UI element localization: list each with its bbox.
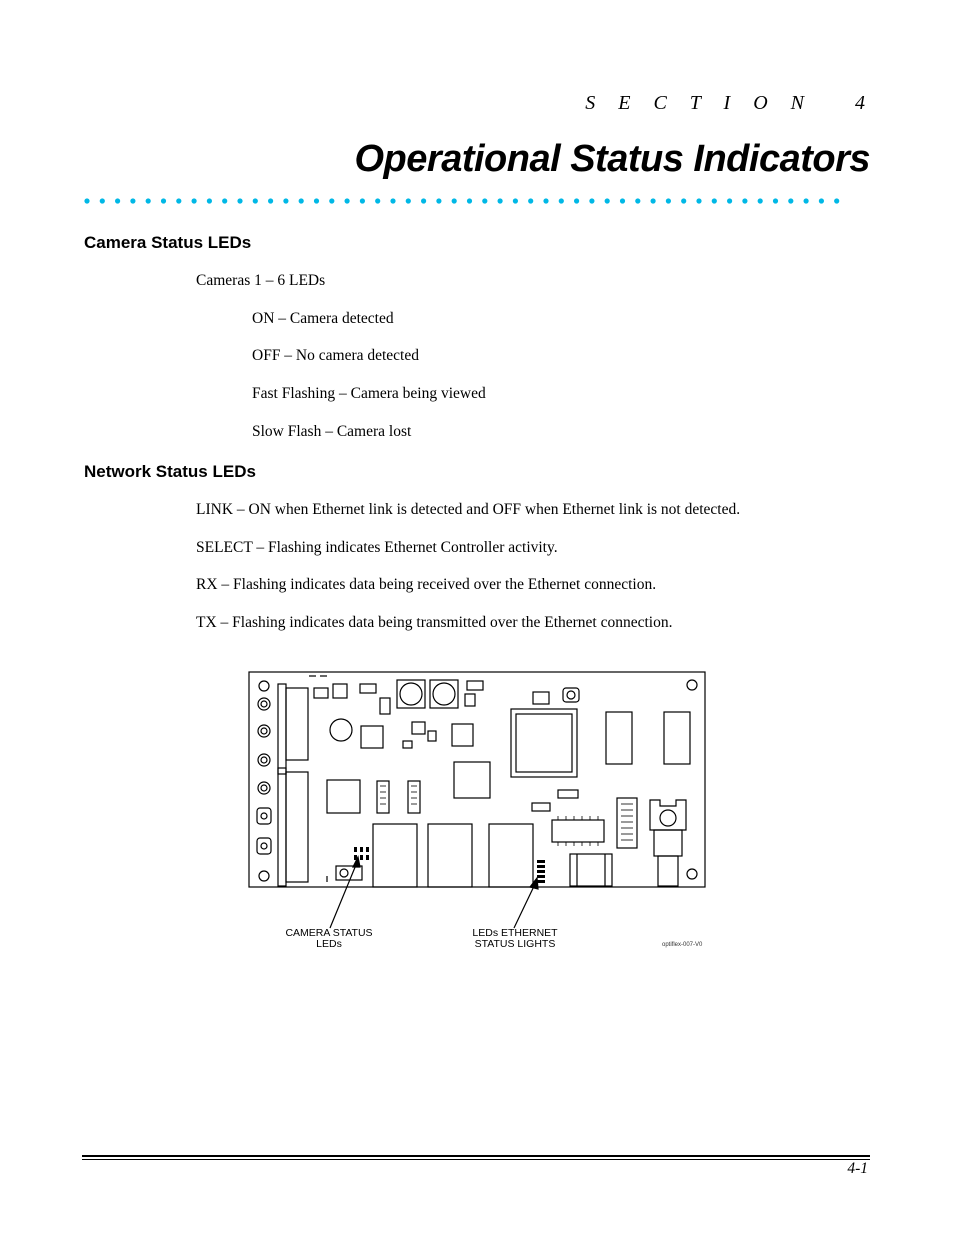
network-heading: Network Status LEDs [84, 462, 256, 481]
network-item: TX – Flashing indicates data being transmitted over the Ethernet connection. [196, 614, 673, 631]
camera-status-label-line2: LEDs [316, 938, 342, 950]
camera-item: Slow Flash – Camera lost [252, 423, 412, 440]
divider-dot [651, 198, 656, 203]
page-title: Operational Status Indicators [354, 138, 870, 180]
divider-dot [742, 198, 747, 203]
divider-dot [788, 198, 793, 203]
divider-dot [758, 198, 763, 203]
divider-dot [421, 198, 426, 203]
divider-dot [666, 198, 671, 203]
divider-dot [161, 198, 166, 203]
ethernet-status-label-line1: LEDs ETHERNET [472, 927, 558, 939]
divider-dot [436, 198, 441, 203]
divider-dot [268, 198, 273, 203]
camera-item: ON – Camera detected [252, 310, 394, 327]
divider-dot [528, 198, 533, 203]
divider-dot [804, 198, 809, 203]
network-item: LINK – ON when Ethernet link is detected and OFF when Ethernet link is not detected. [196, 501, 741, 518]
divider-dot [574, 198, 579, 203]
figure-id: optiflex-007-V0 [662, 942, 703, 948]
divider-dot [712, 198, 717, 203]
divider-dot [605, 198, 610, 203]
circuit-board-figure [240, 664, 720, 964]
dotted-divider [84, 196, 854, 206]
divider-dot [696, 198, 701, 203]
divider-dot [589, 198, 594, 203]
footer-rule [82, 1155, 870, 1157]
divider-dot [559, 198, 564, 203]
divider-dot [253, 198, 258, 203]
divider-dot [452, 198, 457, 203]
page-number: 4-1 [847, 1160, 868, 1177]
divider-dot [467, 198, 472, 203]
camera-heading: Camera Status LEDs [84, 233, 252, 252]
divider-dot [681, 198, 686, 203]
divider-dot [635, 198, 640, 203]
divider-dot [84, 198, 89, 203]
divider-dot [390, 198, 395, 203]
divider-dot [345, 198, 350, 203]
divider-dot [329, 198, 334, 203]
footer-rule-thin [82, 1159, 870, 1160]
divider-dot [620, 198, 625, 203]
divider-dot [375, 198, 380, 203]
camera-item: Fast Flashing – Camera being viewed [252, 385, 486, 402]
divider-dot [207, 198, 212, 203]
divider-dot [299, 198, 304, 203]
divider-dot [314, 198, 319, 203]
divider-dot [146, 198, 151, 203]
divider-dot [115, 198, 120, 203]
divider-dot [498, 198, 503, 203]
ethernet-status-label-line2: STATUS LIGHTS [474, 938, 556, 950]
camera-status-label-line1: CAMERA STATUS [285, 927, 373, 939]
section-label: S E C T I O N 4 [585, 92, 874, 114]
camera-item: OFF – No camera detected [252, 347, 419, 364]
divider-dot [513, 198, 518, 203]
divider-dot [237, 198, 242, 203]
divider-dot [130, 198, 135, 203]
divider-dot [176, 198, 181, 203]
divider-dot [406, 198, 411, 203]
divider-dot [819, 198, 824, 203]
network-item: RX – Flashing indicates data being received over the Ethernet connection. [196, 576, 657, 593]
divider-dot [834, 198, 839, 203]
camera-intro: Cameras 1 – 6 LEDs [196, 272, 326, 289]
divider-dot [100, 198, 105, 203]
divider-dot [283, 198, 288, 203]
ethernet-status-label [460, 928, 570, 950]
divider-dot [192, 198, 197, 203]
divider-dot [360, 198, 365, 203]
circuit-board-diagram [240, 664, 720, 964]
network-item: SELECT – Flashing indicates Ethernet Controller activity. [196, 539, 558, 556]
divider-dot [482, 198, 487, 203]
camera-status-label [274, 928, 384, 950]
divider-dot [727, 198, 732, 203]
divider-dot [222, 198, 227, 203]
divider-dot [543, 198, 548, 203]
divider-dot [773, 198, 778, 203]
